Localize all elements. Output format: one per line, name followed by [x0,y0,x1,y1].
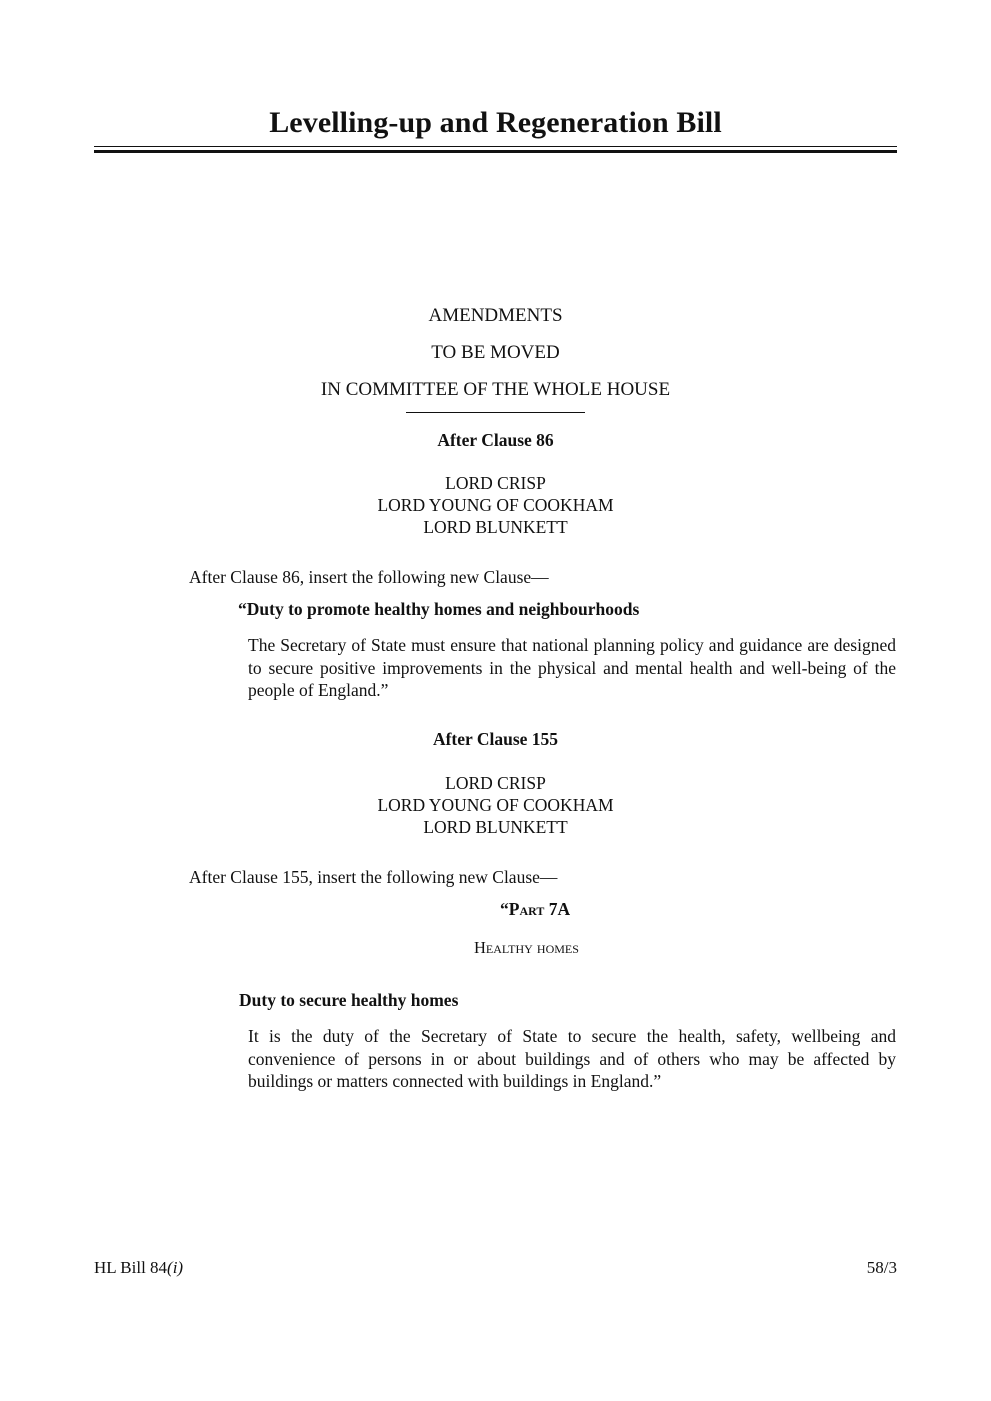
amendment-1-instruction: After Clause 86, insert the following new Clause— [189,567,549,587]
amendment-2-clause-text: It is the duty of the Secretary of State to secure the health, safety, wellbeing and convenience of persons in or about buildings and of others who may be affected by buildings or matters connected with buildings in England.” [248,1026,896,1091]
amendment-2-part-heading: “Part 7A [500,899,571,919]
footer-page-reference: 58/3 [866,1258,897,1277]
heading-to-be-moved: TO BE MOVED [431,342,560,363]
footer-bill-reference [94,1258,183,1278]
sponsor-name: LORD YOUNG OF COOKHAM [377,795,614,815]
title-rule-thick [94,150,897,153]
sponsor-name: LORD BLUNKETT [423,517,568,537]
amendment-2-clause-heading: Duty to secure healthy homes [239,990,459,1010]
heading-divider [406,412,585,413]
sponsor-name: LORD YOUNG OF COOKHAM [377,495,614,515]
document-title: Levelling-up and Regeneration Bill [269,106,722,139]
title-rule-thin [94,146,897,147]
sponsor-name: LORD BLUNKETT [423,817,568,837]
sponsor-name: LORD CRISP [445,473,546,493]
amendment-2-position: After Clause 155 [432,729,559,749]
heading-committee: IN COMMITTEE OF THE WHOLE HOUSE [320,379,671,400]
bill-ref-suffix: (i) [167,1258,184,1277]
sponsor-name: LORD CRISP [445,773,546,793]
amendment-2-instruction: After Clause 155, insert the following new Clause— [189,867,558,887]
amendment-1-clause-text: The Secretary of State must ensure that national planning policy and guidance are designed to secure positive improvements in the physical and mental health and well-being of the people of England.” [248,635,896,700]
amendment-2-sponsors [94,772,897,838]
amendment-1-sponsors [94,472,897,538]
amendment-2-part-subheading: Healthy homes [474,938,579,957]
heading-amendments: AMENDMENTS [428,305,563,326]
amendment-1-position: After Clause 86 [437,430,554,450]
bill-ref: HL Bill 84 [94,1258,168,1277]
amendment-1-clause-heading: “Duty to promote healthy homes and neighbourhoods [238,599,640,619]
